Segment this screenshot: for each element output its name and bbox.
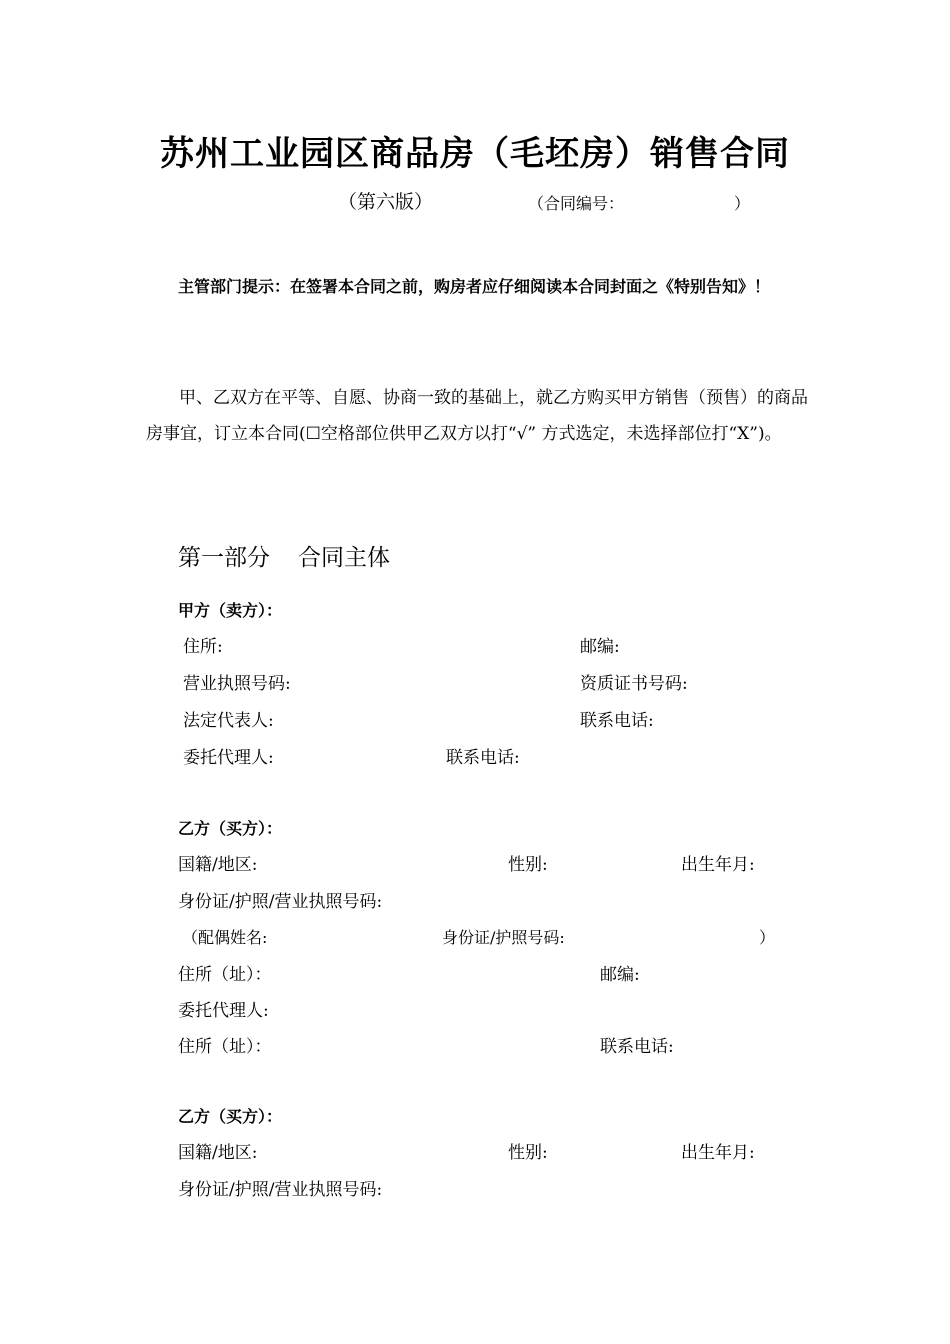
- buyer-gender-field: 性别:: [508, 855, 548, 875]
- buyer-nationality-field: 国籍/地区:: [178, 855, 258, 875]
- spouse-id-field: 身份证/护照号码:: [442, 928, 565, 947]
- buyer-postcode-field: 邮编:: [600, 965, 640, 985]
- section-name: 合同主体: [298, 545, 390, 571]
- contract-title: 苏州工业园区商品房（毛坯房）销售合同: [160, 134, 790, 174]
- buyer-heading: 乙方（买方）：: [178, 819, 283, 838]
- intro-paragraph: 甲、乙双方在平等、自愿、协商一致的基础上，就乙方购买甲方销售（预售）的商品房事宜，订立本合同(☐空格部位供甲乙双方以打“√” 方式选定，未选择部位打“X”)。: [146, 388, 808, 444]
- seller-license-field: 营业执照号码:: [183, 674, 291, 694]
- seller-legal-rep-field: 法定代表人:: [183, 711, 274, 731]
- buyer2-birth-field: 出生年月:: [681, 1143, 755, 1163]
- contract-number-close: ）: [734, 194, 751, 213]
- buyer-address-field: 住所（址）：: [178, 965, 272, 985]
- section-number: 第一部分: [178, 545, 270, 571]
- seller-qualification-field: 资质证书号码:: [580, 674, 688, 694]
- buyer-agent-address-field: 住所（址）：: [178, 1037, 272, 1057]
- buyer-phone-field: 联系电话:: [600, 1037, 674, 1057]
- edition-label: （第六版）: [338, 191, 434, 213]
- seller-address-field: 住所:: [183, 637, 223, 657]
- authority-notice: 主管部门提示：在签署本合同之前，购房者应仔细阅读本合同封面之《特别告知》！: [178, 277, 771, 296]
- section-heading: [178, 539, 390, 572]
- spouse-close-paren: ）: [759, 928, 776, 947]
- spouse-name-field: （配偶姓名:: [182, 928, 268, 947]
- contract-number-label: （合同编号：: [528, 194, 625, 213]
- seller-postcode-field: 邮编:: [580, 637, 620, 657]
- buyer2-nationality-field: 国籍/地区:: [178, 1143, 258, 1163]
- seller-agent-phone-field: 联系电话:: [446, 748, 520, 768]
- seller-agent-field: 委托代理人:: [183, 748, 274, 768]
- buyer2-id-field: 身份证/护照/营业执照号码:: [178, 1180, 383, 1200]
- buyer2-gender-field: 性别:: [508, 1143, 548, 1163]
- buyer-birth-field: 出生年月:: [681, 855, 755, 875]
- seller-heading: 甲方（卖方）：: [178, 601, 283, 620]
- buyer2-heading: 乙方（买方）：: [178, 1107, 283, 1126]
- buyer-id-field: 身份证/护照/营业执照号码:: [178, 892, 383, 912]
- buyer-agent-field: 委托代理人:: [178, 1001, 269, 1021]
- seller-phone-field: 联系电话:: [580, 711, 654, 731]
